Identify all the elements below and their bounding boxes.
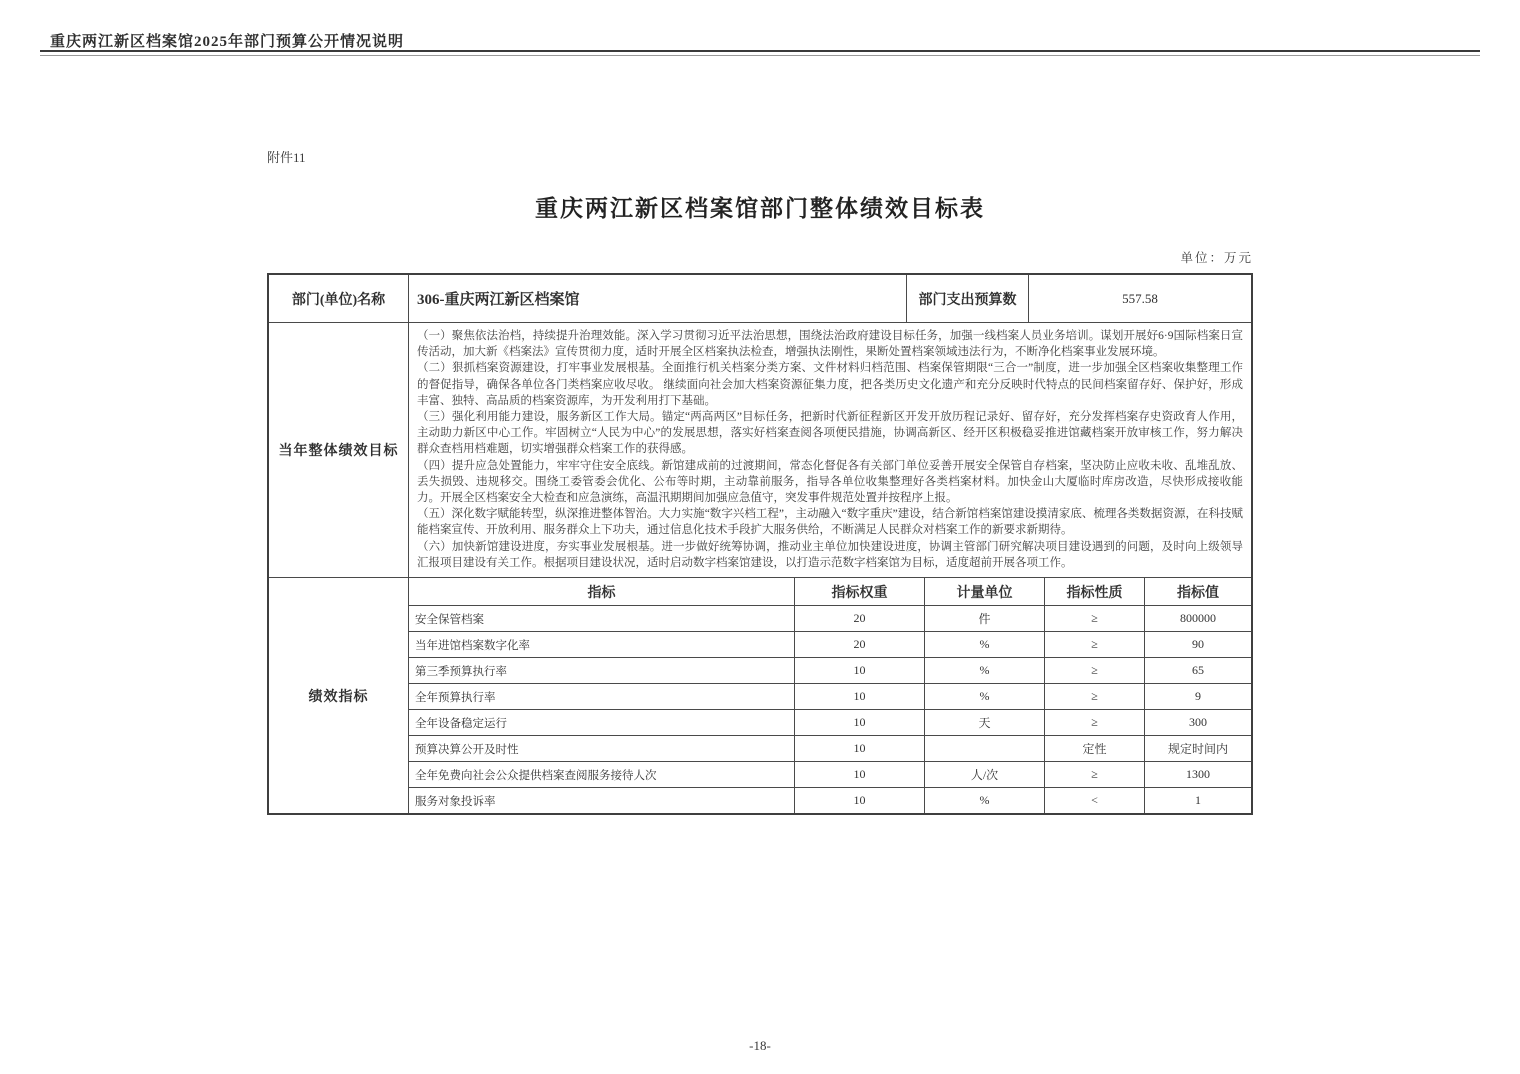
indicator-name: 安全保管档案 bbox=[409, 606, 795, 631]
table-row bbox=[409, 788, 1251, 813]
header-weight: 指标权重 bbox=[795, 578, 925, 605]
indicator-name: 服务对象投诉率 bbox=[409, 788, 795, 813]
indicator-nature: ≥ bbox=[1045, 632, 1145, 657]
indicator-name: 第三季预算执行率 bbox=[409, 658, 795, 683]
indicator-weight: 10 bbox=[795, 736, 925, 761]
header-nature: 指标性质 bbox=[1045, 578, 1145, 605]
goal-paragraph: （六）加快新馆建设进度，夯实事业发展根基。进一步做好统筹协调，推动业主单位加快建设进度，协调主管部门研究解决项目建设遇到的问题，及时向上级领导汇报项目建设有关工作。根据项目建设状况，适时启动数字档案馆建设，以打造示范数字档案馆为目标，适度超前开展各项工作。 bbox=[417, 540, 1243, 569]
indicators-header-row bbox=[409, 578, 1251, 606]
header-unit: 计量单位 bbox=[925, 578, 1045, 605]
indicator-unit: % bbox=[925, 658, 1045, 683]
unit-note: 单位：万元 bbox=[1180, 251, 1253, 265]
indicator-name: 全年预算执行率 bbox=[409, 684, 795, 709]
goal-paragraph: （一）聚焦依法治档，持续提升治理效能。深入学习贯彻习近平法治思想，围绕法治政府建设目标任务，加强一线档案人员业务培训。谋划开展好6·9国际档案日宣传活动，加大新《档案法》宣传贯彻力度，适时开展全区档案执法检查，增强执法刚性，果断处置档案领域违法行为，不断净化档案事业发展环境。 bbox=[417, 330, 1243, 359]
indicator-value: 65 bbox=[1192, 663, 1204, 678]
indicator-name: 当年进馆档案数字化率 bbox=[409, 632, 795, 657]
indicator-nature: ≥ bbox=[1045, 684, 1145, 709]
indicator-name: 全年免费向社会公众提供档案查阅服务接待人次 bbox=[409, 762, 795, 787]
indicator-unit: % bbox=[925, 632, 1045, 657]
annual-goals-row bbox=[269, 323, 1251, 578]
goal-paragraph: （三）强化利用能力建设，服务新区工作大局。锚定“两高两区”目标任务，把新时代新征程新区开发开放历程记录好、留存好，充分发挥档案存史资政育人作用，主动助力新区中心工作。牢固树立“人民为中心”的发展思想，落实好档案查阅各项便民措施，协调高新区、经开区积极稳妥推进馆藏档案开放审核工作，努力解决群众查档用档难题，切实增强群众档案工作的获得感。 bbox=[417, 411, 1243, 456]
table-row bbox=[409, 658, 1251, 684]
indicator-value: 1300 bbox=[1186, 767, 1210, 782]
indicator-unit: 人/次 bbox=[925, 762, 1045, 787]
indicator-unit: % bbox=[925, 788, 1045, 813]
indicator-value: 300 bbox=[1189, 715, 1207, 730]
indicator-unit bbox=[925, 736, 1045, 761]
goal-paragraph: （二）狠抓档案资源建设，打牢事业发展根基。全面推行机关档案分类方案、文件材料归档范围、档案保管期限“三合一”制度，进一步加强全区档案收集整理工作的督促指导，确保各单位各门类档案应收尽收。 继续面向社会加大档案资源征集力度，把各类历史文化遗产和充分反映时代特点的民间档案留存好、保护好，形成丰富、独特、高品质的档案资源库，为开发利用打下基础。 bbox=[417, 362, 1243, 407]
indicator-nature: 定性 bbox=[1045, 736, 1145, 761]
performance-indicators-label: 绩效指标 bbox=[269, 578, 409, 813]
department-name-label: 部门(单位)名称 bbox=[269, 275, 409, 322]
header-indicator: 指标 bbox=[409, 578, 795, 605]
indicator-name: 预算决算公开及时性 bbox=[409, 736, 795, 761]
annual-goals-text bbox=[409, 323, 1251, 577]
table-row bbox=[409, 606, 1251, 632]
indicator-unit: % bbox=[925, 684, 1045, 709]
indicator-value: 9 bbox=[1195, 689, 1201, 704]
indicator-weight: 10 bbox=[795, 684, 925, 709]
annual-goals-label: 当年整体绩效目标 bbox=[269, 323, 409, 577]
indicator-weight: 10 bbox=[795, 658, 925, 683]
table-row bbox=[409, 736, 1251, 762]
table-row bbox=[409, 710, 1251, 736]
goal-paragraph: （五）深化数字赋能转型，纵深推进整体智治。大力实施“数字兴档工程”，主动融入“数字重庆”建设，结合新馆档案馆建设摸清家底、梳理各类数据资源，在科技赋能档案宣传、开放利用、服务群众上下功夫，通过信息化技术手段扩大服务供给，不断满足人民群众对档案工作的新要求新期待。 bbox=[417, 508, 1243, 537]
indicator-value: 1 bbox=[1195, 793, 1201, 808]
indicators-sub-table bbox=[409, 578, 1251, 813]
indicator-unit: 件 bbox=[925, 606, 1045, 631]
indicator-value: 800000 bbox=[1180, 611, 1216, 626]
indicator-weight: 10 bbox=[795, 762, 925, 787]
indicator-nature: ≥ bbox=[1045, 762, 1145, 787]
header-divider-rule bbox=[40, 50, 1480, 56]
performance-indicators-row bbox=[269, 578, 1251, 813]
indicator-nature: ≥ bbox=[1045, 658, 1145, 683]
table-row bbox=[409, 684, 1251, 710]
budget-value: 557.58 bbox=[1122, 290, 1158, 306]
indicator-weight: 20 bbox=[795, 606, 925, 631]
attachment-label: 附件11 bbox=[267, 150, 306, 165]
indicator-weight: 20 bbox=[795, 632, 925, 657]
department-info-row bbox=[269, 275, 1251, 323]
department-name-value: 306-重庆两江新区档案馆 bbox=[409, 275, 907, 322]
indicator-weight: 10 bbox=[795, 710, 925, 735]
header-value: 指标值 bbox=[1177, 585, 1219, 601]
indicator-unit: 天 bbox=[925, 710, 1045, 735]
table-row bbox=[409, 632, 1251, 658]
page-title: 重庆两江新区档案馆部门整体绩效目标表 bbox=[535, 196, 985, 221]
budget-label: 部门支出预算数 bbox=[907, 275, 1029, 322]
table-row bbox=[409, 762, 1251, 788]
indicator-weight: 10 bbox=[795, 788, 925, 813]
indicator-nature: < bbox=[1045, 788, 1145, 813]
indicator-nature: ≥ bbox=[1045, 710, 1145, 735]
indicator-name: 全年设备稳定运行 bbox=[409, 710, 795, 735]
indicator-nature: ≥ bbox=[1045, 606, 1145, 631]
performance-target-table bbox=[267, 273, 1253, 815]
indicator-value: 90 bbox=[1192, 637, 1204, 652]
goal-paragraph: （四）提升应急处置能力，牢牢守住安全底线。新馆建成前的过渡期间，常态化督促各有关部门单位妥善开展安全保管自存档案，坚决防止应收未收、乱堆乱放、丢失损毁、违规移交。围绕工委管委会优化、公布等时期，主动靠前服务，指导各单位收集整理好各类档案材料。加快金山大厦临时库房改造，尽快形成接收能力。开展全区档案安全大检查和应急演练，高温汛期期间加强应急值守，突发事件规范处置并按程序上报。 bbox=[417, 459, 1243, 505]
page-number: -18- bbox=[749, 1038, 771, 1053]
document-header-title: 重庆两江新区档案馆2025年部门预算公开情况说明 bbox=[50, 34, 405, 50]
indicator-value: 规定时间内 bbox=[1167, 742, 1228, 757]
